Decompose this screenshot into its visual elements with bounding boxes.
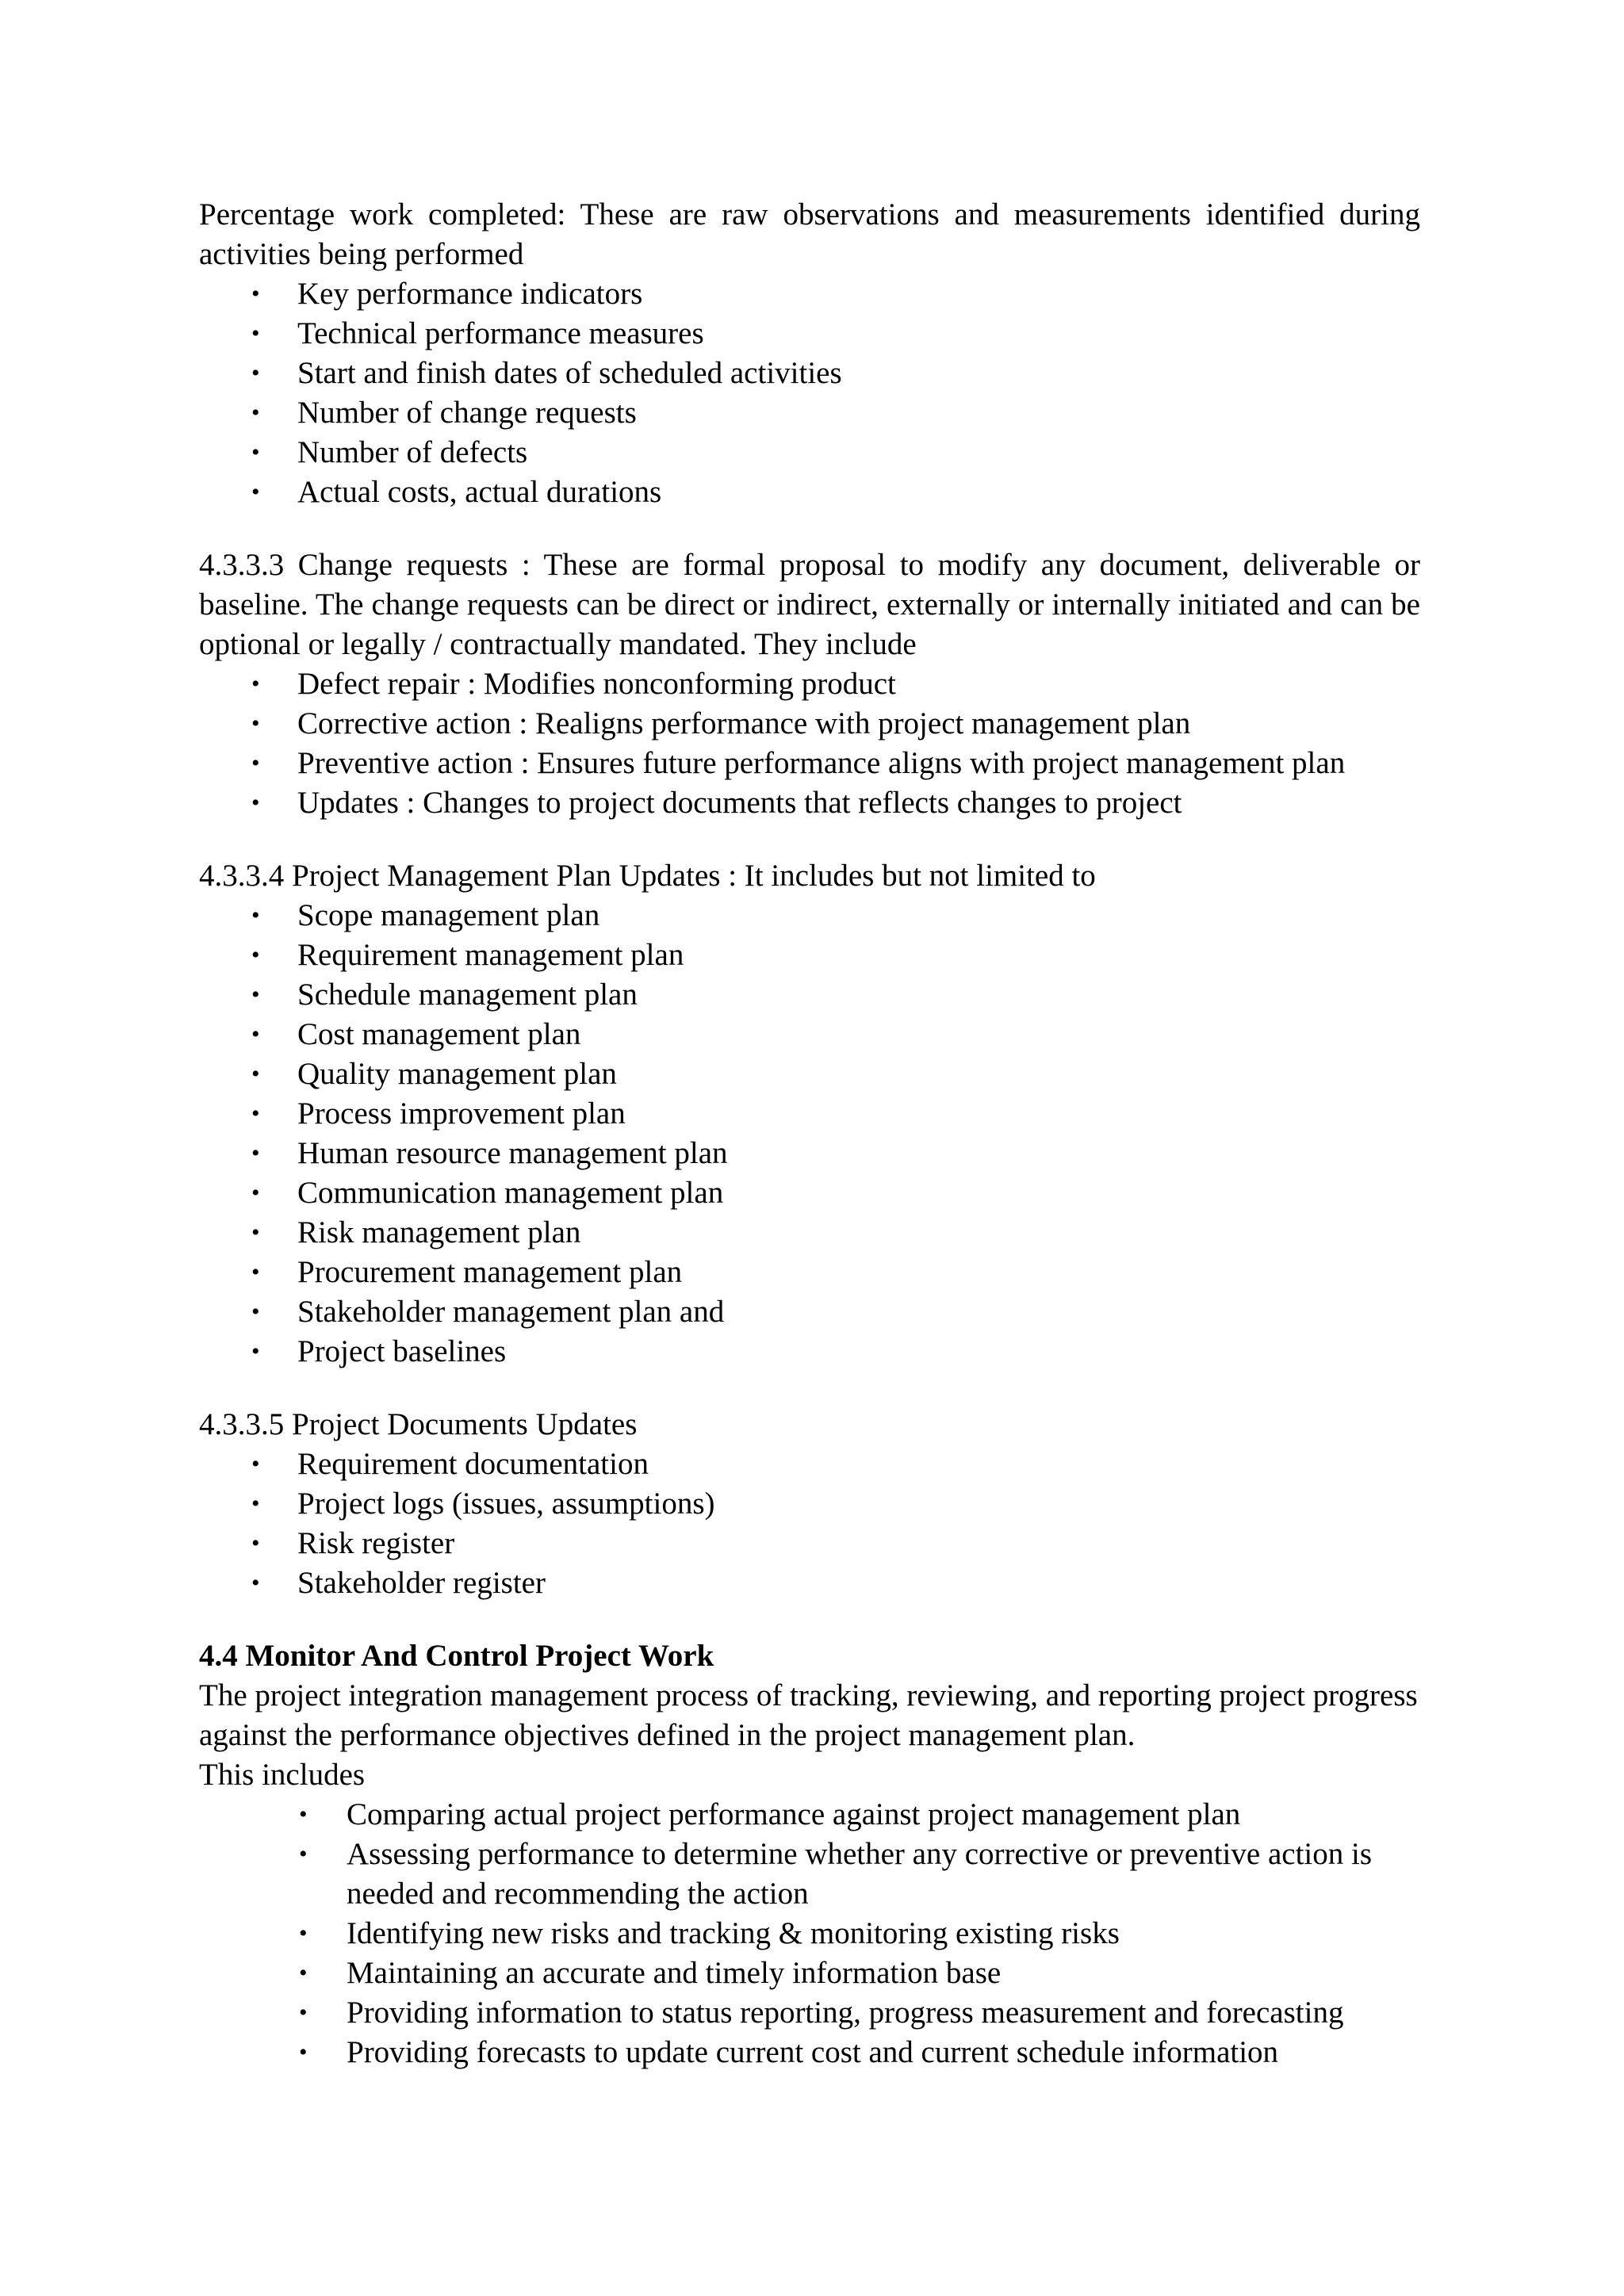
intro-list: [199, 274, 1420, 512]
doc-updates-list: [199, 1445, 1420, 1603]
bullet-icon: •: [251, 1451, 260, 1477]
bullet-icon: •: [299, 1920, 308, 1946]
list-item: • Assessing performance to determine whether any corrective or preventive action is needed and recommending the action: [199, 1835, 1420, 1914]
list-item: • Actual costs, actual durations: [199, 473, 1420, 512]
list-item: • Procurement management plan: [199, 1253, 1420, 1292]
list-item: • Key performance indicators: [199, 274, 1420, 314]
list-item: • Number of defects: [199, 433, 1420, 473]
list-item: • Schedule management plan: [199, 975, 1420, 1015]
bullet-icon: •: [251, 1299, 260, 1325]
bullet-icon: •: [251, 902, 260, 928]
bullet-icon: •: [299, 1999, 308, 2026]
change-requests-list: [199, 664, 1420, 823]
bullet-icon: •: [251, 790, 260, 816]
bullet-icon: •: [251, 360, 260, 386]
bullet-icon: •: [251, 942, 260, 968]
bullet-icon: •: [251, 1180, 260, 1206]
list-item: • Providing information to status reporting, progress measurement and forecasting: [199, 1993, 1420, 2033]
spacer: [199, 1603, 1420, 1636]
bullet-icon: •: [251, 439, 260, 465]
pmp-updates-paragraph: 4.3.3.4 Project Management Plan Updates : It includes but not limited to: [199, 859, 1096, 893]
list-item: • Requirement documentation: [199, 1445, 1420, 1484]
bullet-icon: •: [251, 1100, 260, 1127]
list-item: • Corrective action : Realigns performance with project management plan: [199, 704, 1420, 744]
pmp-updates-list: [199, 896, 1420, 1372]
bullet-icon: •: [251, 1338, 260, 1364]
bullet-icon: •: [251, 1530, 260, 1556]
list-item: • Stakeholder management plan and: [199, 1292, 1420, 1332]
bullet-icon: •: [251, 710, 260, 737]
bullet-icon: •: [251, 281, 260, 307]
monitor-list: [199, 1795, 1420, 2072]
bullet-icon: •: [251, 1140, 260, 1166]
list-item: • Preventive action : Ensures future performance aligns with project management plan: [199, 744, 1420, 783]
spacer: [199, 1372, 1420, 1405]
bullet-icon: •: [299, 2039, 308, 2065]
bullet-icon: •: [251, 479, 260, 505]
bullet-icon: •: [251, 1061, 260, 1087]
list-item: • Process improvement plan: [199, 1094, 1420, 1134]
monitor-includes-label: This includes: [199, 1758, 366, 1792]
bullet-icon: •: [251, 750, 260, 776]
list-item: • Scope management plan: [199, 896, 1420, 936]
bullet-icon: •: [251, 400, 260, 426]
bullet-icon: •: [251, 1570, 260, 1596]
bullet-icon: •: [299, 1801, 308, 1827]
doc-updates-paragraph: 4.3.3.5 Project Documents Updates: [199, 1407, 638, 1441]
change-requests-paragraph: 4.3.3.3 Change requests : These are formal proposal to modify any document, deliverable or baseline. The change requests can be direct or indirect, externally or internally initiated and can be optional or legally / contractually mandated. They include: [199, 548, 1420, 661]
list-item: • Identifying new risks and tracking & monitoring existing risks: [199, 1914, 1420, 1954]
list-item: • Project baselines: [199, 1332, 1420, 1372]
bullet-icon: •: [251, 982, 260, 1008]
list-item: • Defect repair : Modifies nonconforming product: [199, 664, 1420, 704]
list-item: • Updates : Changes to project documents that reflects changes to project: [199, 783, 1420, 823]
list-item: • Risk management plan: [199, 1213, 1420, 1253]
list-item: • Human resource management plan: [199, 1134, 1420, 1173]
spacer: [199, 512, 1420, 545]
list-item: • Stakeholder register: [199, 1563, 1420, 1603]
list-item: • Providing forecasts to update current cost and current schedule information: [199, 2033, 1420, 2072]
list-item: • Requirement management plan: [199, 936, 1420, 975]
list-item: • Comparing actual project performance against project management plan: [199, 1795, 1420, 1835]
bullet-icon: •: [251, 1259, 260, 1285]
list-item: • Risk register: [199, 1524, 1420, 1563]
bullet-icon: •: [251, 1490, 260, 1517]
bullet-icon: •: [251, 1219, 260, 1246]
section-heading: 4.4 Monitor And Control Project Work: [199, 1639, 714, 1673]
spacer: [199, 823, 1420, 856]
list-item: • Technical performance measures: [199, 314, 1420, 354]
bullet-icon: •: [299, 1960, 308, 1986]
list-item: • Cost management plan: [199, 1015, 1420, 1054]
list-item: • Project logs (issues, assumptions): [199, 1484, 1420, 1524]
document-page: [199, 195, 1420, 2072]
list-item: • Maintaining an accurate and timely information base: [199, 1954, 1420, 1993]
list-item: • Number of change requests: [199, 393, 1420, 433]
intro-paragraph: Percentage work completed: These are raw observations and measurements identified during activities being performed: [199, 197, 1420, 271]
bullet-icon: •: [251, 671, 260, 697]
bullet-icon: •: [299, 1841, 308, 1867]
monitor-paragraph: The project integration management process of tracking, reviewing, and reporting project progress against the performance objectives defined in the project management plan.: [199, 1678, 1418, 1752]
bullet-icon: •: [251, 320, 260, 346]
list-item: • Start and finish dates of scheduled activities: [199, 354, 1420, 393]
list-item: • Quality management plan: [199, 1054, 1420, 1094]
list-item: • Communication management plan: [199, 1173, 1420, 1213]
bullet-icon: •: [251, 1021, 260, 1047]
